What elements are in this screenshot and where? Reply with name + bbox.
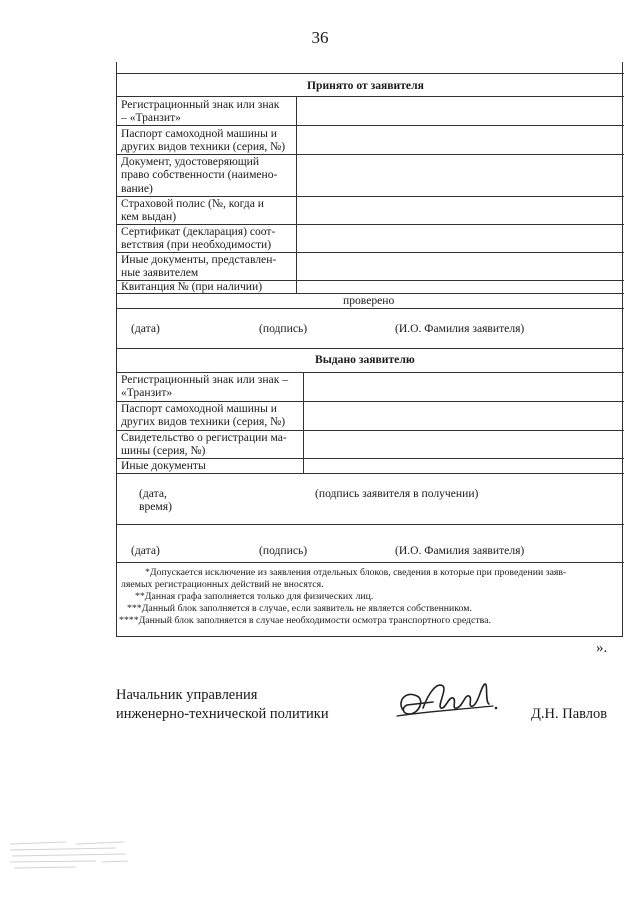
- page-number: 36: [311, 28, 329, 47]
- received-row-receipt: Квитанция № (при наличии): [121, 280, 263, 293]
- issued-row-machine-passport: Паспорт самоходной машины и других видов техники (серия, №): [121, 402, 286, 429]
- issued-sign-signature: (подпись): [259, 544, 308, 557]
- received-row-registration-mark: Регистрационный знак или знак – «Транзит»: [121, 98, 280, 125]
- issued-sign-name: (И.О. Фамилия заявителя): [395, 544, 525, 557]
- received-section-header: Принято от заявителя: [307, 79, 424, 92]
- issued-receipt-datetime: (дата, время): [139, 487, 172, 514]
- handwritten-signature: [393, 672, 503, 727]
- table-rule: [117, 125, 624, 126]
- issued-row-registration-certificate: Свидетельство о регистрации ма- шины (серия, №): [121, 431, 287, 458]
- received-row-ownership-document: Документ, удостоверяющий право собственности (наимено- вание): [121, 155, 278, 195]
- checked-label: проверено: [343, 294, 395, 307]
- table-rule: [117, 473, 624, 474]
- footnote-1-continued: ляемых регистрационных действий не вносятся.: [121, 579, 324, 590]
- received-row-machine-passport: Паспорт самоходной машины и других видов техники (серия, №): [121, 127, 286, 154]
- footnote-1: *Допускается исключение из заявления отдельных блоков, сведения в которые при проведении заяв-: [145, 567, 567, 578]
- closing-quote-mark: ».: [596, 640, 608, 656]
- issued-sign-date: (дата): [131, 544, 160, 557]
- issued-receipt-signature: (подпись заявителя в получении): [315, 487, 479, 500]
- table-rule: [117, 308, 624, 309]
- signatory-title-line-1: Начальник управления: [116, 687, 258, 703]
- table-rule: [117, 524, 624, 525]
- table-rule: [117, 73, 624, 74]
- footnote-3: ***Данный блок заполняется в случае, если заявитель не является собственником.: [127, 603, 472, 614]
- received-row-other-documents: Иные документы, представлен- ные заявителем: [121, 253, 277, 280]
- table-rule: [117, 96, 624, 97]
- issued-row-other-documents: Иные документы: [121, 459, 206, 472]
- faded-stamp: [6, 836, 136, 876]
- signatory-title-line-2: инженерно-технической политики: [116, 706, 329, 722]
- table-rule: [117, 348, 624, 349]
- footnote-2: **Данная графа заполняется только для физических лиц.: [135, 591, 374, 602]
- received-sign-date: (дата): [131, 322, 160, 335]
- issued-row-registration-mark: Регистрационный знак или знак – «Транзит»: [121, 373, 289, 400]
- footnote-4: ****Данный блок заполняется в случае необходимости осмотра транспортного средства.: [119, 615, 491, 626]
- received-row-certificate: Сертификат (декларация) соот- ветствия (при необходимости): [121, 225, 276, 252]
- received-row-insurance-policy: Страховой полис (№, когда и кем выдан): [121, 197, 264, 224]
- application-form-table: [116, 62, 623, 637]
- received-sign-name: (И.О. Фамилия заявителя): [395, 322, 525, 335]
- issued-section-header: Выдано заявителю: [315, 353, 415, 366]
- signatory-name: Д.Н. Павлов: [531, 706, 608, 722]
- table-rule: [117, 562, 624, 563]
- received-sign-signature: (подпись): [259, 322, 308, 335]
